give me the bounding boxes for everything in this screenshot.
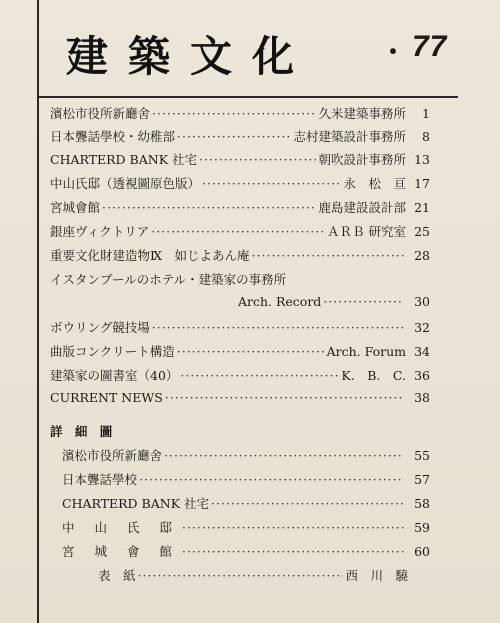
title-separator: ・ — [380, 38, 407, 68]
leader-dots — [180, 368, 339, 383]
details-title: 宮 城 會 館 — [62, 544, 180, 559]
details-title: CHARTERD BANK 社宅 — [62, 496, 210, 511]
toc-author: 永 松 亘 — [343, 176, 406, 191]
leader-dots — [152, 320, 404, 335]
leader-dots — [182, 520, 404, 535]
toc-page: 13 — [414, 152, 430, 167]
details-title: 中 山 氏 邸 — [62, 520, 180, 535]
cover-label: 表 紙 — [98, 568, 136, 583]
toc-page: 34 — [414, 344, 430, 359]
toc-page: 1 — [422, 106, 430, 121]
leader-dots — [152, 106, 316, 121]
toc-title: 銀座ヴィクトリア — [50, 224, 150, 239]
issue-number: 77 — [412, 30, 448, 63]
toc-title: 中山氏邸（透視圖原色版） — [50, 176, 201, 191]
toc-author: ＡＲＢ 研究室 — [327, 224, 406, 239]
toc-title: 濱松市役所新廳舍 — [50, 106, 151, 121]
toc-page: 8 — [422, 129, 430, 144]
toc-title: 建築家の圖書室（40） — [50, 368, 179, 383]
details-title: 濱松市役所新廳舍 — [62, 448, 163, 463]
toc-entry — [50, 150, 430, 168]
toc-author: Arch. Forum — [326, 344, 406, 359]
toc-author: 朝吹設計事務所 — [318, 152, 406, 167]
toc-title: イスタンブールのホテル・建築家の事務所 — [50, 272, 287, 287]
details-title: 日本聾話學校 — [62, 472, 138, 487]
leader-dots — [177, 344, 325, 359]
details-entry — [50, 518, 430, 536]
toc-entry — [50, 174, 430, 192]
leader-dots — [102, 200, 316, 215]
toc-entry — [50, 222, 430, 240]
toc-entry — [50, 294, 430, 312]
toc-entry — [50, 390, 430, 408]
details-page: 55 — [414, 448, 430, 463]
details-page: 58 — [414, 496, 430, 511]
header-rule — [38, 96, 458, 98]
details-page: 59 — [414, 520, 430, 535]
toc-author: Arch. Record — [238, 294, 322, 309]
cover-credit — [50, 566, 430, 584]
toc-author: 志村建築設計事務所 — [293, 129, 406, 144]
toc-page: 36 — [414, 368, 430, 383]
toc-page: 38 — [414, 390, 430, 405]
toc-author: K. B. C. — [341, 368, 406, 383]
toc-author: 鹿島建設設計部 — [318, 200, 406, 215]
masthead — [62, 18, 460, 88]
toc-entry — [50, 366, 430, 384]
leader-dots — [202, 176, 341, 191]
details-entry — [50, 542, 430, 560]
leader-dots — [323, 294, 404, 309]
toc-author: 久米建築事務所 — [318, 106, 406, 121]
leader-dots — [164, 448, 404, 463]
toc-entry — [50, 270, 430, 288]
toc-page: 21 — [414, 200, 430, 215]
toc-entry — [50, 104, 430, 122]
leader-dots — [252, 248, 404, 263]
magazine-title: 建築文化 — [66, 32, 315, 81]
toc-page: 28 — [414, 248, 430, 263]
leader-dots — [139, 472, 404, 487]
leader-dots — [211, 496, 404, 511]
cover-author: 西 川 驍 — [345, 568, 408, 583]
leader-dots — [177, 129, 291, 144]
leader-dots — [138, 568, 344, 583]
leader-dots — [199, 152, 316, 167]
leader-dots — [165, 390, 404, 405]
details-heading: 詳 細 圖 — [50, 424, 117, 439]
leader-dots — [182, 544, 404, 559]
toc-entry — [50, 198, 430, 216]
details-page: 57 — [414, 472, 430, 487]
details-page: 60 — [414, 544, 430, 559]
details-entry — [50, 494, 430, 512]
toc-title: ボウリング競技場 — [50, 320, 150, 335]
toc-entry — [50, 246, 430, 264]
toc-page: 25 — [414, 224, 430, 239]
toc-page: 30 — [414, 294, 430, 309]
details-entry — [50, 470, 430, 488]
toc-page: 17 — [414, 176, 430, 191]
toc-title: 日本聾話學校・幼稚部 — [50, 129, 176, 144]
toc-entry — [50, 127, 430, 145]
details-entry — [50, 446, 430, 464]
toc-page: 32 — [414, 320, 430, 335]
toc-entry — [50, 318, 430, 336]
toc-entry — [50, 342, 430, 360]
toc-title: CURRENT NEWS — [50, 390, 163, 405]
toc-title: CHARTERD BANK 社宅 — [50, 152, 198, 167]
vertical-rule — [37, 0, 39, 623]
toc-title: 重要文化財建造物Ⅸ 如じよあん庵 — [50, 248, 250, 263]
toc-title: 宮城會館 — [50, 200, 101, 215]
leader-dots — [151, 224, 325, 239]
toc-title: 曲版コンクリート構造 — [50, 344, 175, 359]
